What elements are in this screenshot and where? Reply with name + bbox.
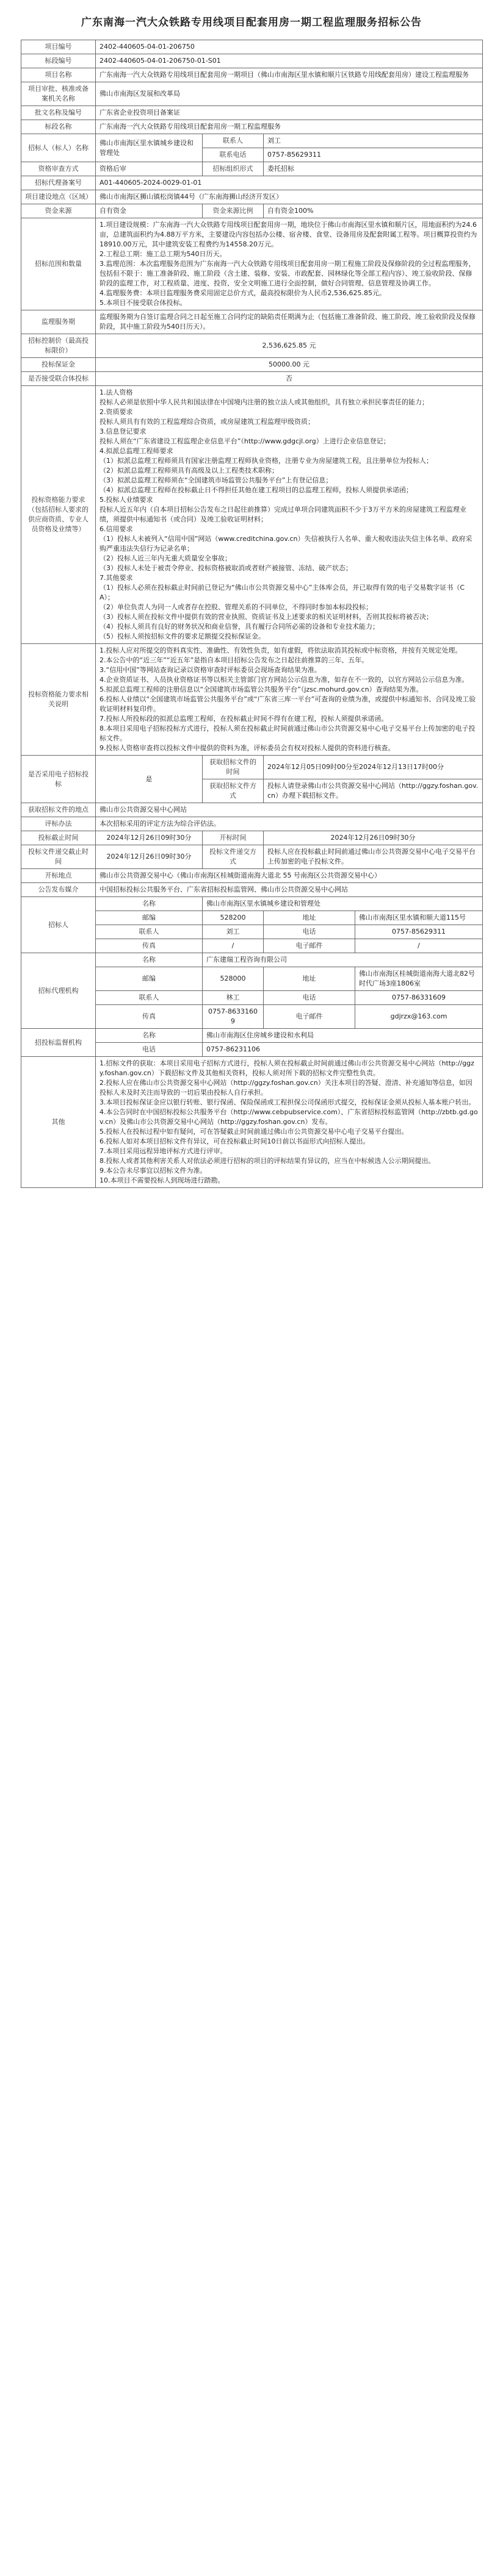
scope-para: 2.工程总工期：施工总工期为540日历天。 [100, 250, 226, 258]
value: 2,536,625.85 元 [96, 334, 483, 358]
agent-no-label: 招标代理备案号 [21, 176, 96, 190]
email-label: 电子邮件 [264, 939, 355, 953]
page-title: 广东南海一汽大众铁路专用线项目配套用房一期工程监理服务招标公告 [81, 16, 422, 29]
explain-para: 6.投标人业绩以“全国建筑市场监管公共服务平台”或“广东省三库一平台”可查询的业绩为准，或提供中标通知书、合同及竣工验收证明材料复印件。 [100, 695, 476, 713]
label: 项目名称 [21, 68, 96, 82]
tenderer-contact-title: 招标人 [21, 897, 96, 953]
place-value: 佛山市公共资源交易中心网站 [96, 803, 483, 817]
agent-contact-title: 招标代理机构 [21, 953, 96, 1029]
person-label: 联系人 [96, 925, 203, 939]
row-other [21, 1057, 483, 1188]
place-label: 获取招标文件的地点 [21, 803, 96, 817]
email-label: 电子邮件 [264, 1005, 355, 1029]
qualify-para: （3）拟派总监理工程师须在“全国建筑市场监管公共服务平台”上有登记信息； [100, 476, 333, 484]
other-para: 9.本公告未尽事宜以招标文件为准。 [100, 1167, 207, 1175]
qualify-para: （2）单位负责人为同一人或者存在控股、管理关系的不同单位，不得同时参加本标段投标； [100, 603, 372, 611]
email-value: gdjrzx@163.com [355, 1005, 483, 1029]
value: 否 [96, 372, 483, 386]
value: 本次招标采用的评定方法为综合评估法。 [96, 817, 483, 831]
row-agent-contact-name [21, 953, 483, 967]
label: 投标保证金 [21, 358, 96, 372]
label: 标段编号 [21, 54, 96, 68]
label: 其他 [21, 1057, 96, 1188]
qualify-para: （4）投标人须具有良好的财务状况和商业信誉，具有履行合同所必需的设备和专业技术能力； [100, 623, 379, 631]
value: 广东南海一汽大众铁路专用线项目配套用房一期工程监理服务 [96, 120, 483, 134]
row-tenderer [21, 134, 483, 148]
qualify-para: 2.资质要求 [100, 408, 133, 416]
row-approval [21, 82, 483, 106]
row-project-name [21, 68, 483, 82]
row-agent-no [21, 176, 483, 190]
other-para: 5.投标人在投标过程中如有疑问，可在答疑截止时间前通过佛山市公共资源交易中心电子交易平台提出。 [100, 1128, 408, 1136]
bidtype-value: 委托招标 [264, 162, 483, 176]
open-label: 开标时间 [203, 831, 264, 845]
other-para: 2.投标人应在佛山市公共资源交易中心网站（http://ggzy.foshan.gov.cn）关注本项目的答疑、澄清、补充通知等信息，如因投标人未及时关注而导致的一切后果由投标人自行承担。 [100, 1079, 472, 1097]
fax-value: / [203, 939, 264, 953]
addr-label: 投标文件递交方式 [203, 845, 264, 869]
row-qualify [21, 386, 483, 644]
qualify-para: （5）投标人须按招标文件的要求足额提交投标保证金。 [100, 632, 265, 640]
addr-label: 地址 [264, 967, 355, 991]
phone-label: 联系电话 [203, 148, 264, 162]
row-open-place [21, 869, 483, 883]
value: 佛山市公共资源交易中心（佛山市南海区桂城街道南海大道北 55 号南海区公共资源交易中心） [96, 869, 483, 883]
name-label: 名称 [96, 953, 203, 967]
row-deposit [21, 358, 483, 372]
qualify-para: （2）拟派总监理工程师须具有高级及以上工程类技术职称； [100, 467, 278, 474]
label: 是否采用电子招标投标 [21, 756, 96, 803]
row-bid-submit [21, 845, 483, 869]
label: 项目建设地点（区域） [21, 190, 96, 204]
label: 投标资格能力要求相关说明 [21, 644, 96, 756]
row-fund [21, 204, 483, 218]
row-monitor-name [21, 1029, 483, 1043]
row-deadline [21, 831, 483, 845]
fax-value: 0757-86331609 [203, 1005, 264, 1029]
qualify-para: 3.信息登记要求 [100, 428, 147, 435]
scope-body [96, 218, 483, 310]
value: 2024年12月26日09时30分 [96, 831, 203, 845]
monitor-title: 招投标监督机构 [21, 1029, 96, 1057]
qualify-para: 投标人近五年内（自本项目招标公告发布之日起往前推算）完成过单项合同建筑面积不少于3万平方米的房屋建筑工程监理业绩，须提供中标通知书（或合同）及竣工验收证明材料； [100, 506, 466, 523]
explain-para: 1.投标人应对所提交的资料真实性、准确性、有效性负责，如有虚假，将依法取消其投标或中标资格，并按有关规定处理。 [100, 646, 462, 654]
label: 投标文件递交截止时间 [21, 845, 96, 869]
qualify-para: 投标人必须是依照中华人民共和国法律在中国境内注册的独立法人或其他组织，具有独立承担民事责任的能力； [100, 398, 429, 406]
qual-value: 资格后审 [96, 162, 203, 176]
explain-para: 4.企业资质证书、人员执业资格证书等以相关主管部门官方网站公示信息为准，如存在不一致的，以官方网站公示信息为准。 [100, 676, 469, 684]
qualify-body [96, 386, 483, 644]
value: 监理服务期为自签订监理合同之日起至施工合同约定的缺陷责任期满为止（包括施工准备阶段、施工阶段、竣工验收阶段及保修阶段，其中施工阶段为540日历天）。 [96, 310, 483, 334]
row-joint [21, 372, 483, 386]
other-para: 4.本公告同时在中国招标投标公共服务平台（http://www.cebpubservice.com）、广东省招标投标监管网（http://zbtb.gd.gov.cn）及佛山市公共资源交易中心网站（http://ggzy.foshan.gov.cn）发布。 [100, 1108, 478, 1126]
scope-para: 3.监理范围：本次监理服务范围为广东南海一汽大众铁路专用线项目配套用房一期工程施工阶段及保修阶段的全过程监理服务，包括但不限于：施工准备阶段、施工阶段（含土建、装修、安装、市政配套、园林绿化等全部工程内容）、竣工验收阶段、保修阶段的监理工作，对工程质量、进度、投资、安全文明施工进行全面控制，做好合同管理、信息管理及协调工作。 [100, 260, 476, 287]
explain-para: 2.本公告中的“近三年”“近五年”是指自本项目招标公告发布之日起往前推算的三年、五年。 [100, 656, 369, 664]
label: 投标截止时间 [21, 831, 96, 845]
qualify-para: 6.信用要求 [100, 525, 133, 533]
qualify-para: （2）投标人近三年内无重大质量安全事故； [100, 554, 231, 562]
qualify-para: （3）投标人须在投标文件中提供有效的营业执照、资质证书及上述要求的相关证明材料，否则其投标将被否决； [100, 613, 433, 621]
name-value: 佛山市南海区住房城乡建设和水利局 [203, 1029, 483, 1043]
label: 是否接受联合体投标 [21, 372, 96, 386]
value: 2024年12月26日09时30分 [96, 845, 203, 869]
name-label: 名称 [96, 1029, 203, 1043]
row-tenderer-contact-name [21, 897, 483, 911]
label: 批文名称及编号 [21, 106, 96, 120]
person-label: 联系人 [96, 991, 203, 1005]
fund-value: 自有资金 [96, 204, 203, 218]
value: 佛山市南海区里水镇城乡建设和管理处 [96, 134, 203, 162]
person-value: 刘工 [203, 925, 264, 939]
qualify-para: （1）投标人必须在投标截止时间前已登记为“佛山市公共资源交易中心”主体库会员，并已取得有效的电子交易数字证书（CA）； [100, 584, 465, 601]
qualify-para: 4.拟派总监理工程师要求 [100, 447, 173, 455]
explain-para: 3.“信用中国”等网站查询记录以资格审查时评标委员会现场查询结果为准。 [100, 666, 321, 674]
tel-value: 0757-86231106 [203, 1043, 483, 1057]
value: 是 [96, 756, 203, 803]
zip-label: 邮编 [96, 911, 203, 925]
scope-para: 5.本项目不接受联合体投标。 [100, 299, 187, 307]
contact-label: 联系人 [203, 134, 264, 148]
name-value: 佛山市南海区里水镇城乡建设和管理处 [203, 897, 483, 911]
explain-para: 9.投标人资格审查将以投标文件中提供的资料为准，评标委员会有权对投标人提供的资料进行核查。 [100, 744, 395, 752]
get-value: 投标人请登录佛山市公共资源交易中心网站（http://ggzy.foshan.gov.cn）办理下载招标文件。 [264, 779, 483, 803]
person-value: 林工 [203, 991, 264, 1005]
value: 2402-440605-04-01-206750 [96, 40, 483, 54]
explain-para: 8.本项目采用电子招标投标方式进行，投标人须在投标截止时间前通过佛山市公共资源交易中心电子交易平台上传加密的电子投标文件。 [100, 724, 476, 742]
label: 招标人（标人）名称 [21, 134, 96, 162]
qualify-para: （1）投标人未被列入“信用中国”网站（www.creditchina.gov.cn）失信被执行人名单、重大税收违法失信主体名单、政府采购严重违法失信行为记录名单； [100, 535, 472, 553]
addr-value: 佛山市南海区里水镇和顺大道115号 [355, 911, 483, 925]
qualify-para: （3）投标人未处于被责令停业、投标资格被取消或者财产被接管、冻结、破产状态； [100, 564, 352, 572]
qualify-para: 1.法人资格 [100, 388, 133, 396]
row-bid-name [21, 120, 483, 134]
addr-label: 地址 [264, 911, 355, 925]
row-online-place [21, 803, 483, 817]
label: 标段名称 [21, 120, 96, 134]
name-value: 广东建瑞工程咨询有限公司 [203, 953, 483, 967]
row-supervision [21, 310, 483, 334]
value: 2402-440605-04-01-206750-01-S01 [96, 54, 483, 68]
qualify-para: 投标人须具有有效的工程监理综合资质，或房屋建筑工程监理甲级资质； [100, 418, 314, 426]
other-para: 7.本项目采用远程异地评标方式进行评审。 [100, 1147, 227, 1155]
explain-para: 5.拟派总监理工程师的注册信息以“全国建筑市场监管公共服务平台”（jzsc.mohurd.gov.cn）查询结果为准。 [100, 685, 423, 693]
fax-label: 传真 [96, 939, 203, 953]
explain-body [96, 644, 483, 756]
value: 佛山市南海区发展和改革局 [96, 82, 483, 106]
tel-label: 电话 [264, 991, 355, 1005]
tel-value: 0757-85629311 [355, 925, 483, 939]
fund-label: 资金来源 [21, 204, 96, 218]
value: 佛山市南海区狮山镇松岗镇44号（广东南海狮山经济开发区） [96, 190, 483, 204]
value: 广东省企业投资项目备案证 [96, 106, 483, 120]
value: 广东南海一汽大众铁路专用线项目配套用房一期项目（佛山市南海区里水镇和顺片区铁路专用线配套用房）建设工程监理服务 [96, 68, 483, 82]
label: 评标办法 [21, 817, 96, 831]
fund-ratio-label: 资金来源比例 [203, 204, 264, 218]
qualify-para: （1）拟派总监理工程师须具有国家注册监理工程师执业资格，注册专业为房屋建筑工程，且注册单位为投标人； [100, 457, 433, 465]
label: 监理服务期 [21, 310, 96, 334]
zip-value: 528200 [203, 911, 264, 925]
other-body [96, 1057, 483, 1188]
row-media [21, 883, 483, 897]
label: 项目编号 [21, 40, 96, 54]
label: 投标资格能力要求（包括招标人要求的供应商资质、专业人员资格及业绩等） [21, 386, 96, 644]
row-explain [21, 644, 483, 756]
qualify-para: 7.其他要求 [100, 574, 133, 582]
row-scope [21, 218, 483, 310]
other-para: 1.招标文件的获取：本项目采用电子招标方式进行，投标人须在投标截止时间前通过佛山市公共资源交易中心网站（http://ggzy.foshan.gov.cn）下载招标文件及其他相关资料，投标人须对所下载的招标文件完整性负责。 [100, 1059, 474, 1077]
name-label: 名称 [96, 897, 203, 911]
zip-label: 邮编 [96, 967, 203, 991]
scope-para: 4.监理服务费：本项目监理服务费采用固定总价方式，最高投标限价为人民币2,536,625.85元。 [100, 289, 386, 297]
row-max-price [21, 334, 483, 358]
bidtype-label: 招标组织形式 [203, 162, 264, 176]
label: 开标地点 [21, 869, 96, 883]
value: 50000.00 元 [96, 358, 483, 372]
announcement-table [21, 40, 483, 1188]
other-para: 6.投标人如对本项目招标文件有异议，可在投标截止时间10日前以书面形式向招标人提出。 [100, 1137, 370, 1145]
other-para: 10.本项目不需要投标人到现场进行踏勘。 [100, 1176, 225, 1184]
tel-label: 电话 [96, 1043, 203, 1057]
label: 项目审批、核准或备案机关名称 [21, 82, 96, 106]
scope-para: 1.项目建设规模：广东南海一汽大众铁路专用线项目配套用房一期，地块位于佛山市南海区里水镇和顺片区，用地面积约为24.6亩，总建筑面积约为4.88万平方米，主要建设内容包括办公楼、宿舍楼、食堂、设备用房及配套附属工程等。项目概算投资约为18910.00万元，其中建筑安装工程费约为14558.20万元。 [100, 221, 477, 248]
other-para: 3.本项目投标保证金应以银行转账、银行保函、保险保函或工程担保公司保函形式提交，投标保证金须从投标人基本账户转出。 [100, 1098, 476, 1106]
label: 招标范围和数量 [21, 218, 96, 310]
explain-para: 7.投标人所投标段的拟派总监理工程师，在投标截止时间不得有在建工程，投标人须提供承诺函。 [100, 715, 388, 723]
row-qual [21, 162, 483, 176]
qualify-para: （4）拟派总监理工程师在投标截止日不得担任其他在建工程项目的总监理工程师，投标人须提供承诺函； [100, 486, 413, 494]
other-para: 8.投标人或者其他利害关系人对依法必须进行招标的项目的评标结果有异议的，应当在中标候选人公示期间提出。 [100, 1157, 435, 1165]
qual-label: 资格审查方式 [21, 162, 96, 176]
file-value: 2024年12月05日09时00分至2024年12月13日17时00分 [264, 756, 483, 779]
contact-value: 刘工 [264, 134, 483, 148]
qualify-para: 5.投标人业绩要求 [100, 496, 153, 504]
phone-value: 0757-85629311 [264, 148, 483, 162]
tel-value: 0757-86331609 [355, 991, 483, 1005]
fund-ratio-value: 自有资金100% [264, 204, 483, 218]
addr-value: 佛山市南海区桂城街道南海大道北82号时代广场3座1806室 [355, 967, 483, 991]
tel-label: 电话 [264, 925, 355, 939]
label: 招标控制价（最高投标限价） [21, 334, 96, 358]
row-online [21, 756, 483, 779]
fax-label: 传真 [96, 1005, 203, 1029]
row-location [21, 190, 483, 204]
get-label: 获取招标文件方式 [203, 779, 264, 803]
row-project-no [21, 40, 483, 54]
zip-value: 528000 [203, 967, 264, 991]
qualify-para: 投标人须在“广东省建设工程监理企业信息平台”（http://www.gdgcjl.org）上进行企业信息登记； [100, 437, 390, 445]
addr-value: 投标人应在投标截止时间前通过佛山市公共资源交易中心电子交易平台上传加密的电子投标文件。 [264, 845, 483, 869]
row-bid-no [21, 54, 483, 68]
agent-no-value: A01-440605-2024-0029-01-01 [96, 176, 483, 190]
file-label: 获取招标文件的时间 [203, 756, 264, 779]
label: 公告发布媒介 [21, 883, 96, 897]
row-eval [21, 817, 483, 831]
email-value: / [355, 939, 483, 953]
value: 中国招标投标公共服务平台、广东省招标投标监管网、佛山市公共资源交易中心网站 [96, 883, 483, 897]
row-approval-doc [21, 106, 483, 120]
open-value: 2024年12月26日09时30分 [264, 831, 483, 845]
